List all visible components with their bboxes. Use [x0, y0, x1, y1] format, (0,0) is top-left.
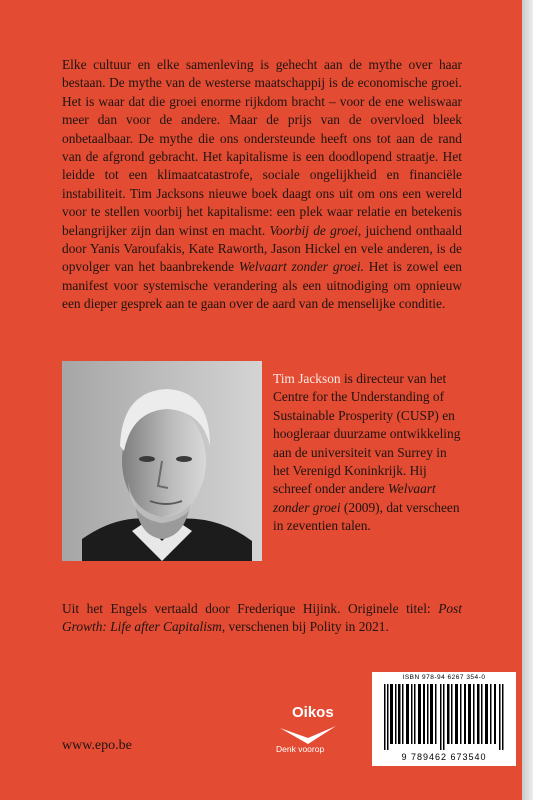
original-title-italic: Post Growth: Life after Capitalism [62, 601, 462, 635]
publisher-name: Oikos [292, 704, 334, 721]
book-spine-edge [522, 0, 533, 800]
translation-part: , verschenen bij Polity in 2021. [221, 619, 389, 635]
isbn-barcode [372, 672, 516, 766]
isbn-text: ISBN 978-94 6267 354-0 [402, 674, 486, 681]
blurb-part: , juichend onthaald door Yanis Varoufakis, Kate Raworth, Jason Hickel en vele anderen, is de opvolger van het baanbrekende [62, 222, 462, 275]
bio-book-title-italic: Welvaart zonder groei [273, 481, 436, 515]
publisher-arrow-icon [278, 724, 338, 746]
translation-credit [62, 600, 462, 637]
bio-part: is directeur van het Centre for the Understanding of Sustainable Prosperity (CUSP) en hoogleraar duurzame ontwikkeling aan de universiteit van Surrey in het Verenigd Koninkrijk. Hij schreef onder andere [273, 371, 461, 497]
author-name: Tim Jackson [273, 371, 341, 386]
previous-book-title-italic: Welvaart zonder groei. [238, 259, 364, 275]
bio-part: (2009), dat verscheen in zeventien talen. [273, 499, 460, 534]
blurb-text [62, 56, 462, 314]
barcode-bars-icon [380, 684, 508, 750]
author-photo [62, 361, 262, 561]
publisher-tagline: Denk voorop [276, 744, 325, 754]
website-url: www.epo.be [62, 738, 132, 753]
blurb-part: Het is zowel een manifest voor systemische verandering als een uitnodiging om opnieuw een dieper gesprek aan te gaan over de aard van de menselijke conditie. [62, 259, 462, 312]
blurb-part: Elke cultuur en elke samenleving is gehecht aan de mythe over haar bestaan. De mythe van de westerse maatschappij is de economische groei. Het is waar dat die groei enorme rijkdom bracht – voor de ene weliswaar meer dan voor de andere. Maar de prijs van de overvloed bleek onbetaalbaar. De mythe die ons ondersteunde heeft ons tot aan de rand van de afgrond gebracht. Het kapitalisme is een doodlopend straatje. Het leidde tot een klimaatcatastrofe, sociale ongelijkheid en financiële instabiliteit. Tim Jacksons nieuwe boek daagt ons uit om ons een wereld voor te stellen voorbij het kapitalisme: een plek waar relatie en betekenis belangrijker zijn dan winst en macht. [62, 57, 462, 238]
publisher-logo [274, 704, 358, 760]
ean-digits: 9 789462 673540 [401, 752, 487, 762]
translation-part: Uit het Engels vertaald door Frederique Hijink. Originele titel: [62, 601, 439, 616]
book-title-italic: Voorbij de groei [269, 222, 358, 238]
author-bio [273, 370, 463, 536]
